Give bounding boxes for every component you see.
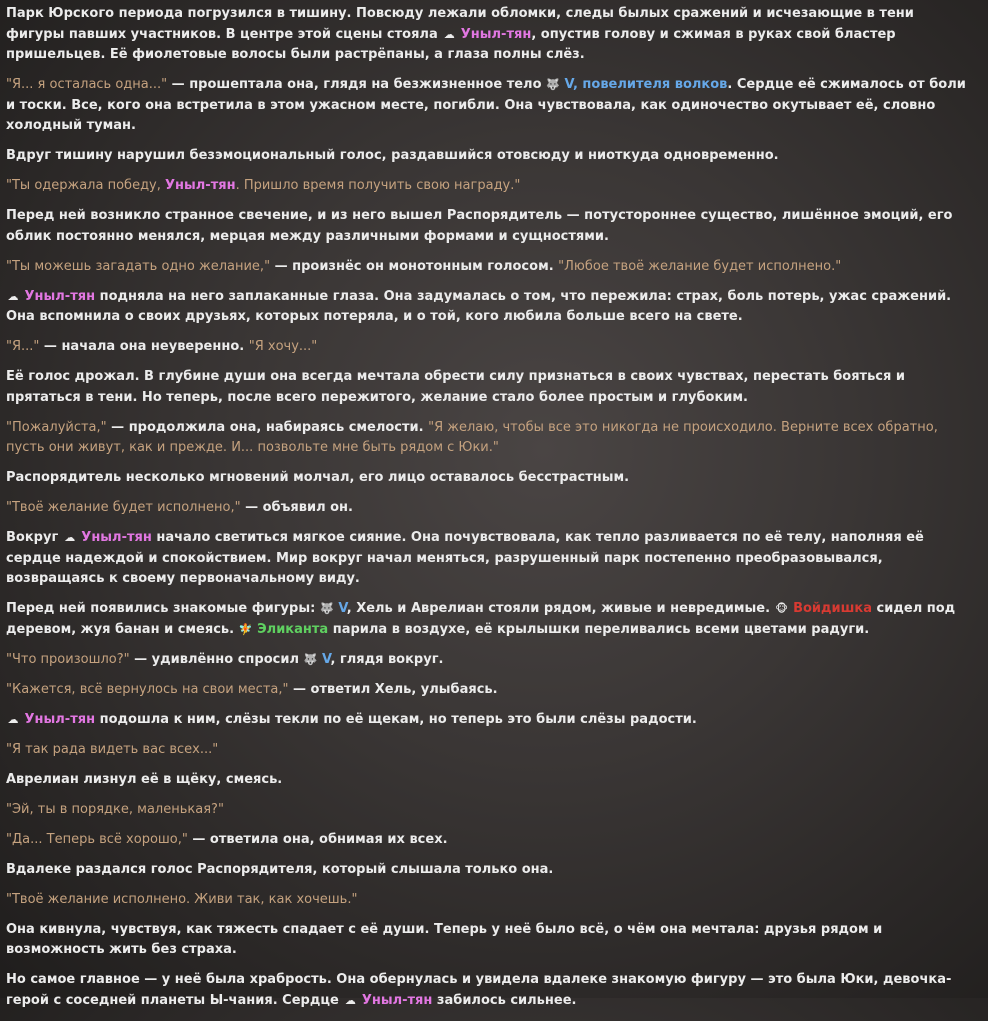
- story-paragraph: [6, 176, 966, 197]
- story-paragraph: [6, 206, 966, 247]
- story-paragraph: [6, 770, 966, 791]
- narration-text: Она кивнула, чувствуя, как тяжесть спадает с её души. Теперь у неё было всё, о чём она мечтала: друзья рядом и возможность жить без страха.: [6, 921, 883, 957]
- story-paragraph: [6, 970, 966, 1011]
- dialogue-text: "Что произошло?": [6, 651, 130, 667]
- story-paragraph: [6, 890, 966, 911]
- dialogue-text: . Пришло время получить свою награду.": [235, 178, 521, 193]
- narration-text: Аврелиан лизнул её в щёку, смеясь.: [6, 771, 283, 787]
- narration-text: — объявил он.: [240, 500, 353, 515]
- narration-text: Парк Юрского периода погрузился в тишину. Повсюду лежали обломки, следы былых сражений и исчезающие в тени фигуры павших участников. В центре этой сцены стояла: [6, 6, 914, 42]
- rain-cloud-icon: ☁: [64, 531, 76, 544]
- story-paragraph: [6, 599, 966, 640]
- dialogue-text: "Кажется, всё вернулось на свои места,": [6, 681, 289, 697]
- story-paragraph: [6, 860, 966, 881]
- narration-text: — ответил Хель, улыбаясь.: [288, 681, 498, 697]
- rain-cloud-icon: ☁: [7, 712, 19, 726]
- monkey-icon: 🐵: [775, 602, 788, 615]
- rain-cloud-icon: ☁: [443, 27, 455, 41]
- narration-text: начало светиться мягкое сияние. Она почувствовала, как тепло разливается по её телу, наполняя её сердце надеждой и спокойствием. Мир вокруг начал меняться, разрушенный парк постепенно преобразовывался, возвращаясь к своему первоначальному виду.: [6, 530, 924, 586]
- dialogue-text: "Пожалуйста,": [6, 419, 107, 435]
- story-paragraph: [6, 337, 966, 358]
- dialogue-text: "Я...": [6, 339, 40, 354]
- narration-text: , глядя вокруг.: [330, 651, 444, 667]
- narration-text: забилось сильнее.: [432, 992, 577, 1008]
- rain-cloud-icon: ☁: [7, 289, 19, 303]
- story-paragraph: [6, 257, 966, 278]
- story-paragraph: [6, 528, 966, 590]
- character-name: Уныл-тян: [456, 26, 532, 42]
- character-name: V: [333, 601, 347, 616]
- story-paragraph: [6, 830, 966, 851]
- dialogue-text: "Ты одержала победу,: [6, 178, 166, 193]
- dialogue-text: "Твоё желание исполнено. Живи так, как хочешь.": [6, 891, 358, 907]
- narration-text: — ответила она, обнимая их всех.: [187, 831, 448, 847]
- dialogue-text: "Я так рада видеть вас всех...": [6, 741, 219, 757]
- narration-text: подошла к ним, слёзы текли по её щекам, но теперь это были слёзы радости.: [95, 711, 697, 727]
- character-name: Эликанта: [252, 621, 329, 637]
- narration-text: парила в воздухе, её крылышки переливались всеми цветами радуги.: [328, 621, 870, 637]
- narration-text: — произнёс он монотонным голосом.: [270, 258, 559, 274]
- story-paragraph: [6, 800, 966, 821]
- narration-text: Её голос дрожал. В глубине души она всегда мечтала обрести силу признаться в своих чувствах, перестать бояться и прятаться в тени. Но теперь, после всего пережитого, желание стало более простым и глубоким.: [6, 369, 905, 405]
- narration-text: Но самое главное — у неё была храбрость. Она обернулась и увидела вдалеке знакомую фигуру — это была Юки, девочка-герой с соседней планеты Ы-чания. Сердце: [6, 972, 952, 1008]
- character-name: Уныл-тян: [20, 288, 96, 304]
- story-paragraph: [6, 4, 966, 66]
- story-paragraph: [6, 920, 966, 961]
- narration-text: — начала она неуверенно.: [39, 339, 249, 354]
- dialogue-text: "Твоё желание будет исполнено,": [6, 500, 241, 515]
- wolf-icon: 🐺: [303, 652, 318, 666]
- narration-text: сидел под деревом, жуя банан и смеясь.: [6, 601, 956, 637]
- character-name: V: [317, 651, 331, 667]
- story-paragraph: [6, 680, 966, 701]
- dialogue-text: "Эй, ты в порядке, маленькая?": [6, 801, 224, 817]
- dialogue-text: "Ты можешь загадать одно желание,": [6, 258, 271, 274]
- narration-text: — прошептала она, глядя на безжизненное тело: [167, 77, 547, 92]
- narration-text: , опустив голову и сжимая в руках свой бластер пришельцев. Её фиолетовые волосы были растрёпаны, а глаза полны слёз.: [6, 26, 896, 62]
- story-paragraph: [6, 498, 966, 519]
- story-paragraph: [6, 710, 966, 731]
- narration-text: — удивлённо спросил: [129, 651, 304, 667]
- narration-text: Вдалеке раздался голос Распорядителя, который слышала только она.: [6, 861, 554, 877]
- rain-cloud-icon: ☁: [344, 993, 356, 1007]
- story-paragraph: [6, 468, 966, 489]
- story-paragraph: [6, 740, 966, 761]
- dialogue-text: "Да... Теперь всё хорошо,": [6, 831, 188, 847]
- character-name: Уныл-тян: [20, 711, 96, 727]
- narration-text: Перед ней возникло странное свечение, и из него вышел Распорядитель — потустороннее существо, лишённое эмоций, его облик постоянно менялся, мерцая между различными формами и сущностями.: [6, 208, 953, 244]
- narration-text: Перед ней появились знакомые фигуры:: [6, 601, 320, 616]
- dialogue-text: "Любое твоё желание будет исполнено.": [558, 258, 842, 274]
- story-paragraph: [6, 287, 966, 328]
- narration-text: . Сердце её сжималось от боли и тоски. Все, кого она встретила в этом ужасном месте, погибли. Она чувствовала, как одиночество окутывает её, словно холодный туман.: [6, 77, 966, 133]
- story-paragraph: [6, 75, 966, 137]
- fairy-icon: 🧚: [238, 622, 253, 636]
- narration-text: , Хель и Аврелиан стояли рядом, живые и невредимые.: [346, 601, 775, 616]
- dialogue-text: "Я хочу...": [248, 339, 318, 354]
- dialogue-text: "Я желаю, чтобы все это никогда не происходило. Верните всех обратно, пусть они живут, как и прежде. И... позвольте мне быть рядом с Юки.": [6, 419, 938, 455]
- narration-text: Вдруг тишину нарушил безэмоциональный голос, раздавшийся отовсюду и ниоткуда одновременно.: [6, 148, 779, 163]
- story-text: [6, 4, 966, 1021]
- character-name: Уныл-тян: [165, 178, 236, 193]
- dialogue-text: "Я... я осталась одна...": [6, 77, 168, 92]
- narration-text: Вокруг: [6, 530, 63, 545]
- story-paragraph: [6, 650, 966, 671]
- narration-text: Распорядитель несколько мгновений молчал, его лицо оставалось бесстрастным.: [6, 470, 630, 485]
- narration-text: — продолжила она, набираясь смелости.: [106, 419, 429, 435]
- character-name: V, повелителя волков: [560, 77, 728, 92]
- narration-text: подняла на него заплаканные глаза. Она задумалась о том, что пережила: страх, боль потерь, ужас сражений. Она вспомнила о своих друзьях, которых потеряла, и о той, кого любила больше всего на свете.: [6, 288, 952, 324]
- story-paragraph: [6, 367, 966, 408]
- character-name: Уныл-тян: [357, 992, 433, 1008]
- story-paragraph: [6, 418, 966, 459]
- wolf-icon: 🐺: [546, 78, 560, 91]
- wolf-icon: 🐺: [319, 602, 334, 615]
- character-name: Уныл-тян: [76, 530, 152, 545]
- story-paragraph: [6, 146, 966, 167]
- character-name: Войдишка: [788, 601, 873, 616]
